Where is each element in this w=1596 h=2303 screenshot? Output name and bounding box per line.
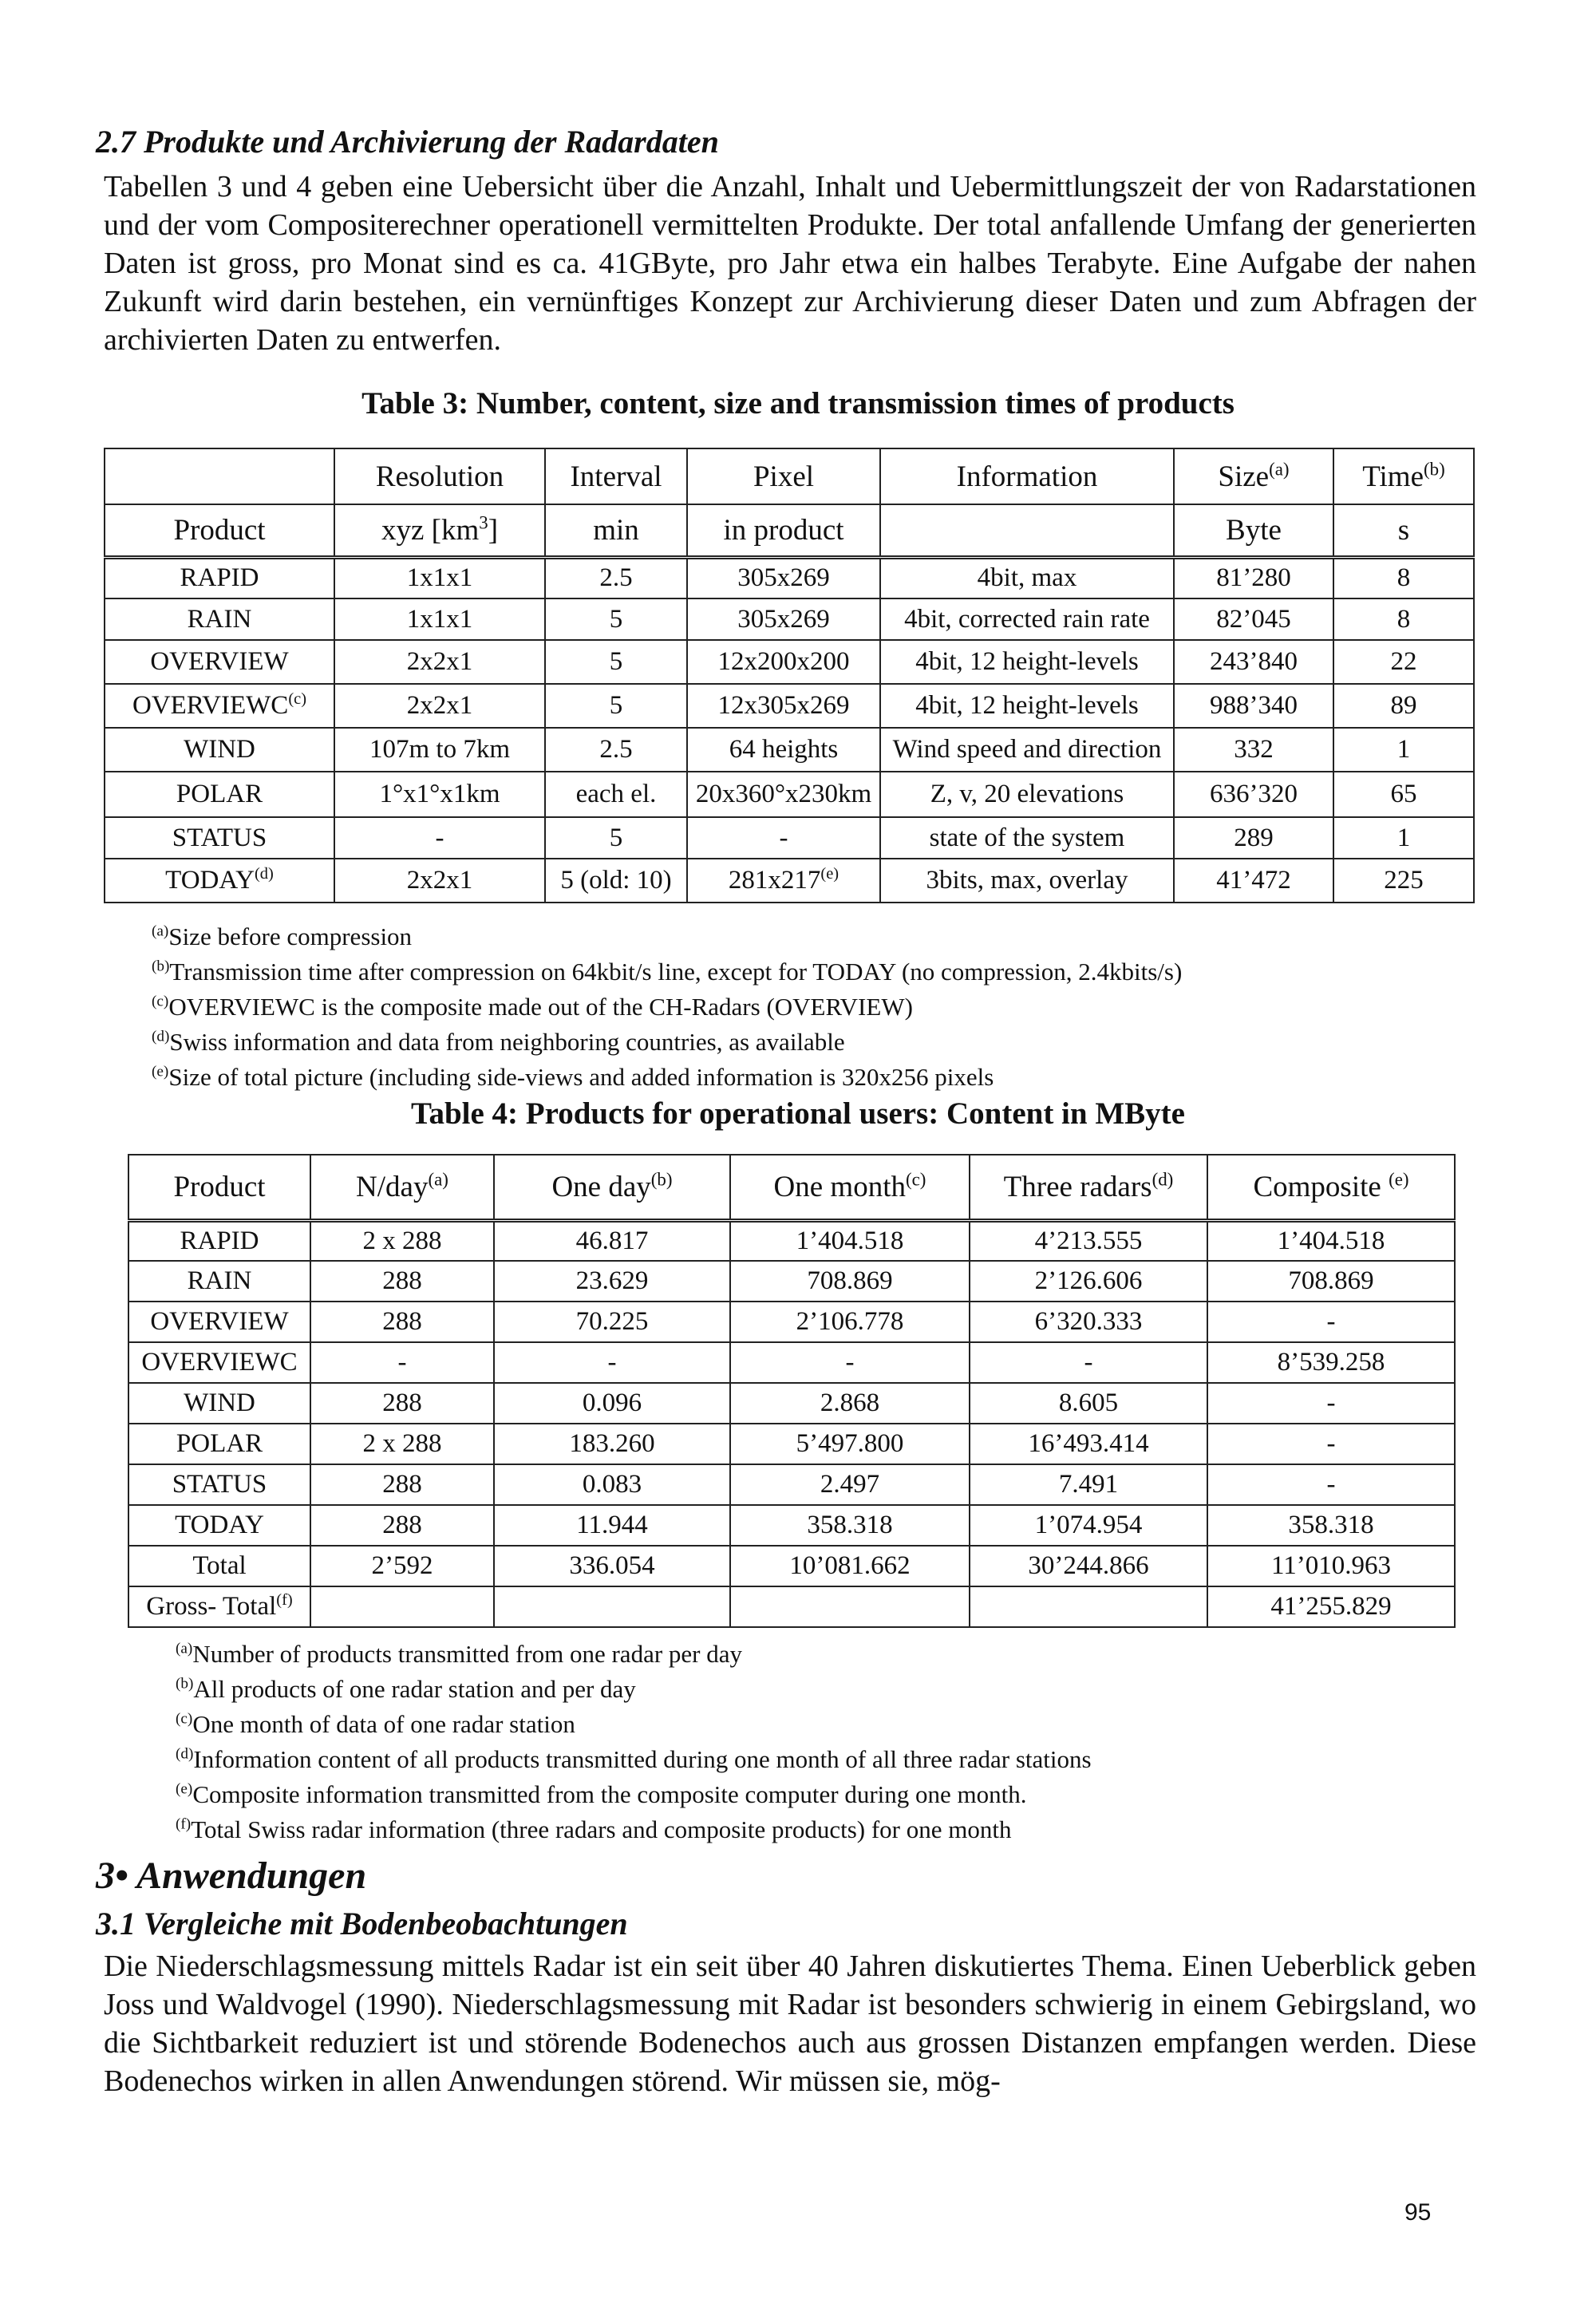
footnote-mark: (a) — [152, 922, 169, 940]
footnote-text: Number of products transmitted from one radar per day — [192, 1640, 742, 1668]
table3-cell-interval: 5 — [545, 684, 687, 728]
table4-cell-nday: - — [310, 1342, 494, 1383]
superscript: 3 — [479, 512, 488, 533]
table3-header-row — [105, 448, 1474, 504]
table4-cell-three-radars: 8.605 — [970, 1383, 1207, 1424]
table4-cell-product — [128, 1505, 310, 1546]
table4-cell-nday: 288 — [310, 1464, 494, 1505]
table3-cell-size: 988’340 — [1174, 684, 1333, 728]
footnote-mark: (a) — [176, 1640, 193, 1657]
table3-cell-size: 332 — [1174, 728, 1333, 772]
table3-cell-information: 4bit, corrected rain rate — [880, 598, 1174, 640]
table4-header-label: One month — [773, 1170, 906, 1203]
table3-cell-resolution: 1x1x1 — [334, 557, 545, 598]
table3-header-cell: Byte — [1174, 504, 1333, 557]
table3-caption: Table 3: Number, content, size and transmission times of products — [361, 386, 1235, 421]
table4-cell-nday — [310, 1586, 494, 1627]
table3-cell-size: 636’320 — [1174, 772, 1333, 817]
table4-header-label: Three radars — [1003, 1170, 1152, 1203]
footnote — [176, 1637, 1092, 1672]
footnote-mark: (f) — [176, 1815, 192, 1833]
table3-cell-interval: each el. — [545, 772, 687, 817]
table3 — [104, 448, 1475, 903]
footnote-text: One month of data of one radar station — [192, 1710, 575, 1738]
footnote-mark: (d) — [1152, 1169, 1174, 1190]
footnote-text: OVERVIEWC is the composite made out of the CH-Radars (OVERVIEW) — [168, 993, 913, 1021]
product-name: RAPID — [180, 563, 259, 593]
table3-cell-size: 243’840 — [1174, 640, 1333, 684]
table3-cell-information: 4bit, max — [880, 557, 1174, 598]
table-row — [105, 598, 1474, 640]
pixel-value: 281x217 — [728, 866, 821, 895]
product-name: OVERVIEWC — [141, 1348, 298, 1377]
product-name: Gross- Total — [146, 1592, 277, 1621]
table4-cell-composite: 358.318 — [1207, 1505, 1455, 1546]
table3-header-label: Size — [1218, 460, 1270, 493]
footnote-text: Total Swiss radar information (three radars and composite products) for one month — [191, 1815, 1012, 1843]
table3-cell-pixel — [687, 728, 880, 772]
table3-cell-interval: 5 — [545, 817, 687, 859]
table-row — [105, 640, 1474, 684]
pixel-value: 12x305x269 — [717, 691, 850, 720]
product-name: RAIN — [187, 604, 252, 634]
table4 — [128, 1154, 1456, 1628]
table3-cell-resolution: 2x2x1 — [334, 859, 545, 903]
footnote-text: Size before compression — [168, 922, 413, 950]
table3-header-cell — [880, 504, 1174, 557]
table4-header-label: One day — [551, 1170, 651, 1203]
table-row — [128, 1302, 1455, 1342]
table3-cell-pixel — [687, 817, 880, 859]
table3-cell-time: 22 — [1333, 640, 1474, 684]
table-row — [128, 1261, 1455, 1302]
footnote — [176, 1777, 1092, 1812]
product-name: OVERVIEW — [150, 1307, 289, 1336]
table4-cell-one-month: 2’106.778 — [730, 1302, 970, 1342]
table4-cell-product — [128, 1342, 310, 1383]
table3-cell-resolution: 1x1x1 — [334, 598, 545, 640]
table4-cell-composite: - — [1207, 1424, 1455, 1464]
table3-cell-size: 81’280 — [1174, 557, 1333, 598]
table3-cell-time: 65 — [1333, 772, 1474, 817]
table3-header-label: ] — [488, 513, 499, 547]
table4-cell-nday: 2 x 288 — [310, 1220, 494, 1261]
table3-cell-information: Wind speed and direction — [880, 728, 1174, 772]
table3-cell-product — [105, 728, 334, 772]
table3-cell-interval: 5 (old: 10) — [545, 859, 687, 903]
table4-header-cell — [730, 1155, 970, 1220]
table4-cell-one-day: 70.225 — [494, 1302, 730, 1342]
footnote-mark: (b) — [1424, 459, 1445, 480]
table4-cell-three-radars: 7.491 — [970, 1464, 1207, 1505]
footnote-mark: (c) — [152, 993, 169, 1010]
table3-cell-resolution: 1°x1°x1km — [334, 772, 545, 817]
product-name: Total — [192, 1551, 247, 1580]
table3-cell-product — [105, 859, 334, 903]
table3-header-cell: Product — [105, 504, 334, 557]
footnote-mark: (f) — [276, 1591, 293, 1609]
table4-cell-one-day: 11.944 — [494, 1505, 730, 1546]
table4-cell-product — [128, 1383, 310, 1424]
table4-cell-nday: 288 — [310, 1302, 494, 1342]
table3-header-cell: Information — [880, 448, 1174, 504]
table4-cell-one-month: 5’497.800 — [730, 1424, 970, 1464]
product-name: RAPID — [180, 1226, 259, 1255]
table4-header-cell — [494, 1155, 730, 1220]
footnote-mark: (b) — [176, 1675, 194, 1693]
footnote-text: Size of total picture (including side-views and added information is 320x256 pixels — [168, 1063, 994, 1091]
product-name: RAIN — [187, 1266, 252, 1295]
table3-cell-information: Z, v, 20 elevations — [880, 772, 1174, 817]
table4-cell-nday: 288 — [310, 1383, 494, 1424]
footnote-mark: (e) — [1389, 1169, 1409, 1190]
table3-cell-time: 8 — [1333, 557, 1474, 598]
footnote-mark: (e) — [176, 1780, 193, 1798]
table4-cell-three-radars: 4’213.555 — [970, 1220, 1207, 1261]
table4-cell-three-radars: 16’493.414 — [970, 1424, 1207, 1464]
table3-cell-pixel — [687, 684, 880, 728]
table4-cell-one-day: 183.260 — [494, 1424, 730, 1464]
footnote — [152, 1060, 1182, 1095]
table4-cell-composite: 708.869 — [1207, 1261, 1455, 1302]
table-row — [128, 1220, 1455, 1261]
table3-cell-resolution: 107m to 7km — [334, 728, 545, 772]
pixel-value: - — [779, 823, 788, 852]
table3-cell-size: 41’472 — [1174, 859, 1333, 903]
footnote-mark: (e) — [152, 1063, 169, 1080]
product-name: POLAR — [176, 1429, 263, 1458]
table4-caption: Table 4: Products for operational users: Content in MByte — [411, 1096, 1185, 1131]
product-name: STATUS — [172, 1470, 267, 1499]
table4-cell-composite: 8’539.258 — [1207, 1342, 1455, 1383]
table4-cell-composite: - — [1207, 1464, 1455, 1505]
product-name: TODAY — [165, 866, 255, 895]
table-row — [128, 1424, 1455, 1464]
table3-cell-time: 1 — [1333, 817, 1474, 859]
footnote-mark: (b) — [650, 1169, 673, 1190]
table4-header-label: N/day — [356, 1170, 429, 1203]
table3-cell-product — [105, 817, 334, 859]
table3-header-cell — [1333, 448, 1474, 504]
footnote-mark: (a) — [428, 1169, 448, 1190]
table3-cell-resolution: 2x2x1 — [334, 640, 545, 684]
table3-cell-pixel — [687, 772, 880, 817]
table4-cell-one-day: - — [494, 1342, 730, 1383]
table-row — [105, 859, 1474, 903]
table4-cell-composite: - — [1207, 1383, 1455, 1424]
table3-cell-information: 3bits, max, overlay — [880, 859, 1174, 903]
table3-cell-time: 89 — [1333, 684, 1474, 728]
table4-cell-one-month: 10’081.662 — [730, 1546, 970, 1586]
table3-cell-information: state of the system — [880, 817, 1174, 859]
table4-cell-one-month: - — [730, 1342, 970, 1383]
table4-header-cell — [970, 1155, 1207, 1220]
section-3-1-paragraph: Die Niederschlagsmessung mittels Radar ist ein seit über 40 Jahren diskutiertes Thema. Einen Ueberblick geben Joss und Waldvogel (1990). Niederschlagsmessung mit Radar ist besonders schwierig in einem Gebirgsland, wo die Sichtbarkeit reduziert ist und störende Bodenechos auch aus grossen Distanzen empfangen werden. Diese Bodenechos wirken in allen Anwendungen störend. Wir müssen sie, mög- — [104, 1949, 1476, 2098]
table-row — [128, 1546, 1455, 1586]
pixel-value: 12x200x200 — [717, 647, 850, 676]
table4-cell-product — [128, 1302, 310, 1342]
table4-cell-product — [128, 1220, 310, 1261]
section-2-7-title: 2.7 Produkte und Archivierung der Radardaten — [96, 124, 719, 160]
table4-cell-composite: - — [1207, 1302, 1455, 1342]
table4-cell-one-day: 46.817 — [494, 1220, 730, 1261]
table3-header-cell: Interval — [545, 448, 687, 504]
table-row — [105, 557, 1474, 598]
table3-cell-information: 4bit, 12 height-levels — [880, 640, 1174, 684]
product-name: OVERVIEW — [150, 647, 289, 676]
table-row — [128, 1505, 1455, 1546]
page-number: 95 — [1404, 2199, 1432, 2226]
footnote-mark: (d) — [152, 1028, 170, 1045]
table3-cell-product — [105, 640, 334, 684]
table3-header-label: xyz [km — [381, 513, 480, 547]
footnote — [152, 1025, 1182, 1060]
footnote — [152, 954, 1182, 990]
table4-cell-one-month: 358.318 — [730, 1505, 970, 1546]
table4-cell-nday: 2’592 — [310, 1546, 494, 1586]
table4-cell-product — [128, 1464, 310, 1505]
table4-cell-product — [128, 1586, 310, 1627]
table3-cell-pixel — [687, 859, 880, 903]
footnote-mark: (d) — [176, 1745, 194, 1763]
table4-header-cell — [1207, 1155, 1455, 1220]
table4-cell-one-day: 336.054 — [494, 1546, 730, 1586]
table3-footnotes — [152, 919, 1182, 1095]
table4-cell-nday: 288 — [310, 1261, 494, 1302]
footnote — [152, 990, 1182, 1025]
footnote-text: All products of one radar station and per day — [193, 1675, 636, 1703]
table4-cell-three-radars: 2’126.606 — [970, 1261, 1207, 1302]
footnote — [176, 1812, 1092, 1847]
table4-header-label: Product — [173, 1170, 266, 1203]
table4-header-cell — [128, 1155, 310, 1220]
table-row — [105, 772, 1474, 817]
table3-cell-interval: 5 — [545, 598, 687, 640]
table4-cell-one-month: 2.497 — [730, 1464, 970, 1505]
footnote-mark: (e) — [820, 865, 839, 883]
table4-cell-one-day: 0.083 — [494, 1464, 730, 1505]
table-row — [128, 1464, 1455, 1505]
table4-cell-product — [128, 1424, 310, 1464]
table3-cell-time: 1 — [1333, 728, 1474, 772]
table4-cell-one-day: 23.629 — [494, 1261, 730, 1302]
table-row — [105, 728, 1474, 772]
footnote — [152, 919, 1182, 954]
footnote-mark: (d) — [255, 865, 274, 883]
table4-header-cell — [310, 1155, 494, 1220]
table4-cell-nday: 288 — [310, 1505, 494, 1546]
table4-cell-one-month: 2.868 — [730, 1383, 970, 1424]
table3-header-row — [105, 504, 1474, 557]
table4-cell-nday: 2 x 288 — [310, 1424, 494, 1464]
footnote-text: Composite information transmitted from the composite computer during one month. — [192, 1780, 1027, 1808]
table3-header-cell: s — [1333, 504, 1474, 557]
product-name: OVERVIEWC — [132, 691, 289, 720]
pixel-value: 305x269 — [737, 604, 830, 634]
table-row — [128, 1383, 1455, 1424]
table4-cell-three-radars: 30’244.866 — [970, 1546, 1207, 1586]
footnote — [176, 1742, 1092, 1777]
table3-cell-time: 8 — [1333, 598, 1474, 640]
table4-cell-composite: 1’404.518 — [1207, 1220, 1455, 1261]
table4-cell-three-radars: 1’074.954 — [970, 1505, 1207, 1546]
pixel-value: 305x269 — [737, 563, 830, 593]
table4-cell-three-radars: - — [970, 1342, 1207, 1383]
table-row — [105, 817, 1474, 859]
table3-header-cell — [1174, 448, 1333, 504]
table3-header-cell: in product — [687, 504, 880, 557]
table-row — [105, 684, 1474, 728]
table3-cell-pixel — [687, 640, 880, 684]
table3-cell-product — [105, 684, 334, 728]
section-3-1-title: 3.1 Vergleiche mit Bodenbeobachtungen — [96, 1906, 628, 1942]
table4-cell-one-day: 0.096 — [494, 1383, 730, 1424]
table3-cell-product — [105, 557, 334, 598]
table4-cell-composite: 11’010.963 — [1207, 1546, 1455, 1586]
footnote-text: Swiss information and data from neighboring countries, as available — [169, 1028, 845, 1056]
table3-cell-time: 225 — [1333, 859, 1474, 903]
pixel-value: 64 heights — [729, 735, 839, 764]
table4-header-row — [128, 1155, 1455, 1220]
footnote-text: Transmission time after compression on 64kbit/s line, except for TODAY (no compression, 2.4kbits/s) — [169, 958, 1183, 986]
table4-cell-one-month: 1’404.518 — [730, 1220, 970, 1261]
table3-cell-product — [105, 598, 334, 640]
section-2-7-paragraph: Tabellen 3 und 4 geben eine Uebersicht über die Anzahl, Inhalt und Uebermittlungszeit der von Radarstationen und der vom Compositerechner operationell vermittelten Produkte. Der total anfallende Umfang der generierten Daten ist gross, pro Monat sind es ca. 41GByte, pro Jahr etwa ein halbes Terabyte. Eine Aufgabe der nahen Zukunft wird darin bestehen, ein vernünftiges Konzept zur Archivierung dieser Daten und zum Abfragen der archivierten Daten zu entwerfen. — [104, 170, 1476, 357]
product-name: TODAY — [175, 1511, 264, 1539]
chapter-3-title: 3• Anwendungen — [96, 1855, 367, 1897]
table3-header-cell: min — [545, 504, 687, 557]
table3-cell-pixel — [687, 598, 880, 640]
table3-header-cell: Resolution — [334, 448, 545, 504]
product-name: WIND — [184, 1389, 255, 1417]
table3-header-cell — [334, 504, 545, 557]
table4-cell-product — [128, 1261, 310, 1302]
table3-cell-size: 289 — [1174, 817, 1333, 859]
table4-cell-one-month: 708.869 — [730, 1261, 970, 1302]
product-name: POLAR — [176, 780, 263, 808]
table-row — [128, 1342, 1455, 1383]
product-name: WIND — [184, 735, 255, 764]
product-name: STATUS — [172, 823, 267, 852]
table4-footnotes — [176, 1637, 1092, 1847]
footnote-mark: (c) — [288, 690, 306, 708]
footnote — [176, 1707, 1092, 1742]
table3-header-label: Time — [1362, 460, 1424, 493]
table4-cell-three-radars — [970, 1586, 1207, 1627]
table4-header-label: Composite — [1253, 1170, 1389, 1203]
table4-cell-one-month — [730, 1586, 970, 1627]
table3-cell-interval: 5 — [545, 640, 687, 684]
pixel-value: 20x360°x230km — [695, 780, 872, 808]
table-row — [128, 1586, 1455, 1627]
table3-header-cell: Pixel — [687, 448, 880, 504]
table3-cell-resolution: 2x2x1 — [334, 684, 545, 728]
footnote-mark: (c) — [176, 1710, 193, 1728]
footnote-mark: (a) — [1269, 459, 1290, 480]
table4-cell-one-day — [494, 1586, 730, 1627]
table3-cell-size: 82’045 — [1174, 598, 1333, 640]
table3-cell-interval: 2.5 — [545, 728, 687, 772]
table3-header-cell — [105, 448, 334, 504]
table3-cell-product — [105, 772, 334, 817]
table3-cell-interval: 2.5 — [545, 557, 687, 598]
table4-cell-composite: 41’255.829 — [1207, 1586, 1455, 1627]
table3-cell-resolution: - — [334, 817, 545, 859]
footnote-mark: (c) — [905, 1169, 926, 1190]
table3-cell-information: 4bit, 12 height-levels — [880, 684, 1174, 728]
footnote — [176, 1672, 1092, 1707]
table4-cell-three-radars: 6’320.333 — [970, 1302, 1207, 1342]
footnote-mark: (b) — [152, 958, 170, 975]
table3-cell-pixel — [687, 557, 880, 598]
table4-cell-product — [128, 1546, 310, 1586]
footnote-text: Information content of all products transmitted during one month of all three radar stations — [193, 1745, 1092, 1773]
